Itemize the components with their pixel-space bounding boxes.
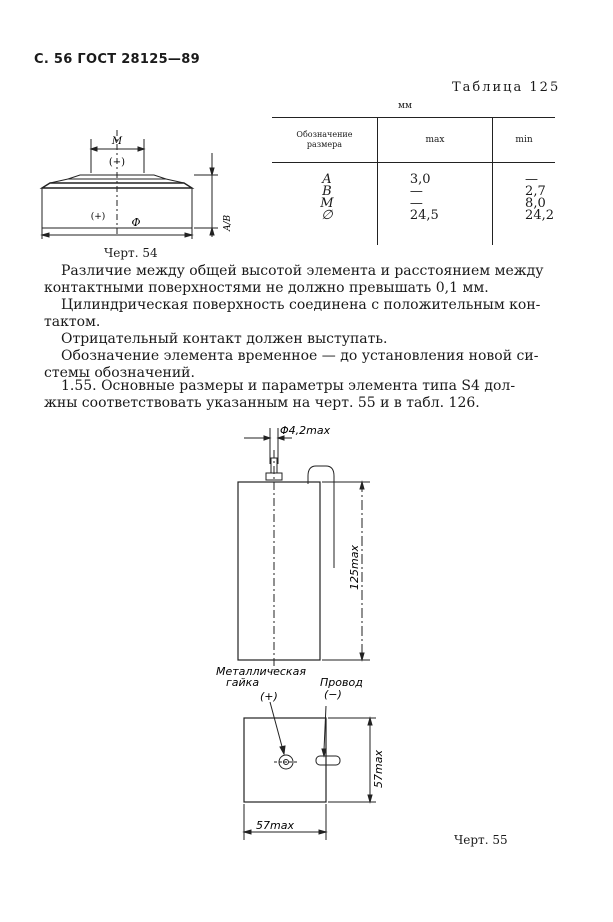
paragraph-4 [44,348,554,382]
paragraph-4-line-2: стемы обозначений. [44,365,195,381]
paragraph-1-line-2: контактными поверхностями не должно превышать 0,1 мм. [44,280,489,296]
max-b: — [409,184,423,199]
fig55-dim-depth: 57max [372,750,385,788]
min-b: 2,7 [525,184,546,199]
fig55-nut-label-2: гайка [226,676,260,689]
fig55-dim-width: 57max [256,819,294,832]
fig54-label-phi: Φ [131,216,141,229]
fig55-dim-height: 125max [348,545,361,590]
max-diameter: 24,5 [409,208,439,223]
designation-m: M [320,196,334,211]
max-a: 3,0 [409,172,431,187]
fig54-label-minus: (−) [108,157,126,168]
col-header-designation [272,118,377,163]
fig55-drawing [200,420,430,840]
paragraph-2 [44,297,554,331]
table-row [272,163,555,246]
designation-a: A [322,172,332,187]
col-header-designation-line2: размера [306,140,342,149]
paragraph-5-line-2: жны соответствовать указанным на черт. 55 и в табл. 126. [44,395,480,411]
min-m: 8,0 [525,196,546,211]
fig55-nut-label-1: Металлическая [216,665,306,678]
table-unit: мм [398,101,413,111]
paragraph-1 [44,263,554,297]
fig55-dim-top: Φ4,2max [280,424,331,437]
fig54-drawing [28,125,238,245]
fig54-label-ab: A/B [223,214,233,231]
page-header: С. 56 ГОСТ 28125—89 [34,52,200,67]
min-cell [493,163,555,246]
col-header-designation-line1: Обозначение [296,130,353,139]
paragraph-1-line-1: Различие между общей высотой элемента и расстоянием между [61,263,544,279]
paragraph-5-line-1: 1.55. Основные размеры и параметры элемента типа S4 дол- [61,378,516,394]
max-cell [377,163,492,246]
col-header-min: min [493,118,555,163]
min-a: — [525,172,539,187]
col-header-max: max [377,118,492,163]
dimensions-table [272,117,555,245]
paragraph-4-line-1: Обозначение элемента временное — до установления новой си- [61,348,539,364]
paragraph-2-line-2: тактом. [44,314,101,330]
fig54-caption: Черт. 54 [104,246,158,260]
fig55-wire-label: Провод [320,676,363,689]
table-caption: Таблица 125 [452,80,561,95]
min-diameter: 24,2 [525,208,554,223]
designation-b: B [322,184,332,199]
paragraph-3 [44,331,554,348]
paragraph-2-line-1: Цилиндрическая поверхность соединена с положительным кон- [61,297,541,313]
designation-diameter: ∅ [321,208,333,223]
paragraph-3-line-1: Отрицательный контакт должен выступать. [61,331,388,347]
fig54-label-plus: (+) [90,212,106,222]
designation-cell [272,163,377,246]
table-header-row [272,118,555,163]
fig55-wire-sign: (−) [324,688,342,701]
fig55-caption: Черт. 55 [454,833,508,847]
max-m: — [409,196,423,211]
fig55-nut-sign: (+) [260,690,278,703]
paragraph-5 [44,378,554,412]
fig54-label-m: M [111,136,123,147]
